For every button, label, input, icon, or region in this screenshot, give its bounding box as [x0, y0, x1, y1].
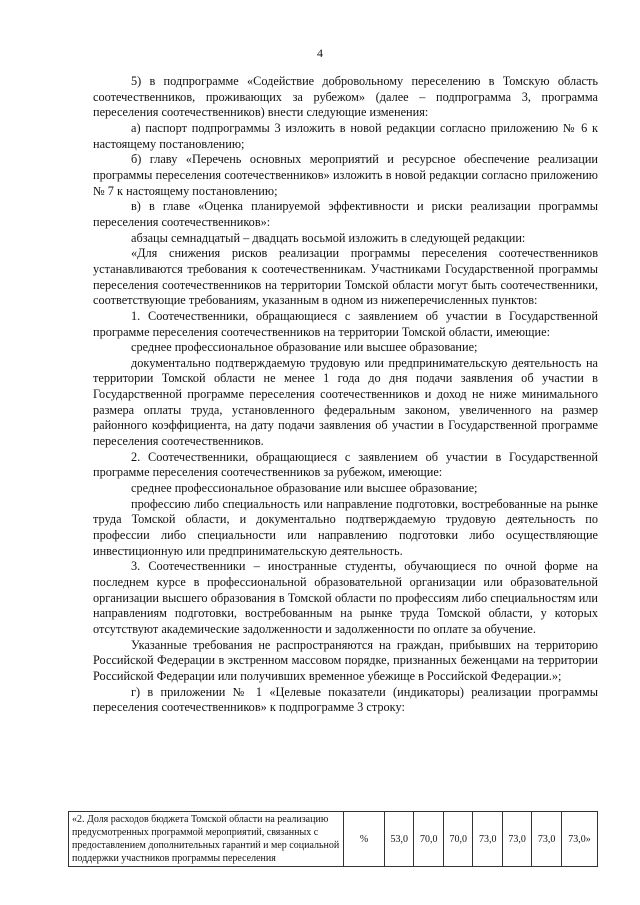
paragraph: 5) в подпрограмме «Содействие добровольному переселению в Томскую область соотечественников, проживающих за рубежом» (далее – подпрограмма 3, программа переселения соотечественников) внести следующие изменения: — [93, 74, 598, 120]
paragraph: б) главу «Перечень основных мероприятий и ресурсное обеспечение реализации программы переселения соотечественников» изложить в новой редакции согласно приложению № 7 к настоящему постановлению; — [93, 152, 598, 198]
indicator-description: «2. Доля расходов бюджета Томской области на реализацию предусмотренных программой мероприятий, связанных с предоставлением дополнительных гарантий и мер социальной поддержки участников программы переселения — [69, 812, 344, 867]
paragraph: г) в приложении № 1 «Целевые показатели (индикаторы) реализации программы переселения соотечественников» к подпрограмме 3 строку: — [93, 684, 598, 715]
indicator-value: 53,0 — [385, 812, 414, 867]
paragraph: 1. Соотечественники, обращающиеся с заявлением об участии в Государственной программе переселения соотечественников на территории Томской области, имеющие: — [93, 308, 598, 339]
paragraph: Указанные требования не распространяются на граждан, прибывших на территорию Российской Федерации в экстренном массовом порядке, признанных беженцами на территории Российской Федерации или получивших временное убежище в Российской Федерации.»; — [93, 637, 598, 683]
indicator-value: 73,0 — [502, 812, 531, 867]
indicator-value: 73,0 — [532, 812, 561, 867]
paragraph: абзацы семнадцатый – двадцать восьмой изложить в следующей редакции: — [131, 230, 526, 245]
indicator-value: 73,0 — [473, 812, 502, 867]
paragraph: а) паспорт подпрограммы 3 изложить в новой редакции согласно приложению № 6 к настоящему постановлению; — [93, 120, 598, 151]
paragraph: 2. Соотечественники, обращающиеся с заявлением об участии в Государственной программе переселения соотечественников за рубежом, имеющие: — [93, 449, 598, 480]
paragraph: среднее профессиональное образование или высшее образование; — [131, 340, 478, 355]
page-number: 4 — [317, 46, 323, 60]
indicator-value: 73,0» — [561, 812, 597, 867]
target-indicators-table — [68, 811, 598, 867]
paragraph: «Для снижения рисков реализации программы переселения соотечественников устанавливаются требования к соотечественникам. Участниками Государственной программы переселения соотечественников на территории Томской области могут быть соотечественники, соответствующие требованиям, указанным в одном из нижеперечисленных пунктов: — [93, 246, 598, 308]
indicator-value: 70,0 — [443, 812, 472, 867]
paragraph: профессию либо специальность или направление подготовки, востребованные на рынке труда Томской области, и документально подтверждаемую трудовую деятельность по профессии либо специальности или направлению подготовки либо осуществляющие инвестиционную или предпринимательскую деятельность. — [93, 496, 598, 558]
paragraph: документально подтверждаемую трудовую или предпринимательскую деятельность на территории Томской области не менее 1 года до дня подачи заявления об участии в Государственной программе переселения соотечественников и доход не ниже минимального размера оплаты труда, установленного федеральным законом, увеличенного на размер районного коэффициента, на дату подачи заявления об участии в Государственной программе переселения соотечественников. — [93, 355, 598, 449]
paragraph: 3. Соотечественники – иностранные студенты, обучающиеся по очной форме на последнем курсе в профессиональной образовательной организации или образовательной организации высшего образования в Томской области по профессиям либо специальностям или направлениям подготовки, востребованным на рынке труда Томской области, у которых отсутствуют академические задолженности и задолженности по оплате за обучение. — [93, 559, 598, 636]
indicator-unit: % — [344, 812, 385, 867]
table-row — [69, 812, 598, 867]
paragraph: в) в главе «Оценка планируемой эффективности и риски реализации программы переселения соотечественников»: — [93, 199, 598, 229]
document-body — [93, 74, 598, 716]
paragraph: среднее профессиональное образование или высшее образование; — [131, 481, 478, 496]
indicator-value: 70,0 — [414, 812, 443, 867]
